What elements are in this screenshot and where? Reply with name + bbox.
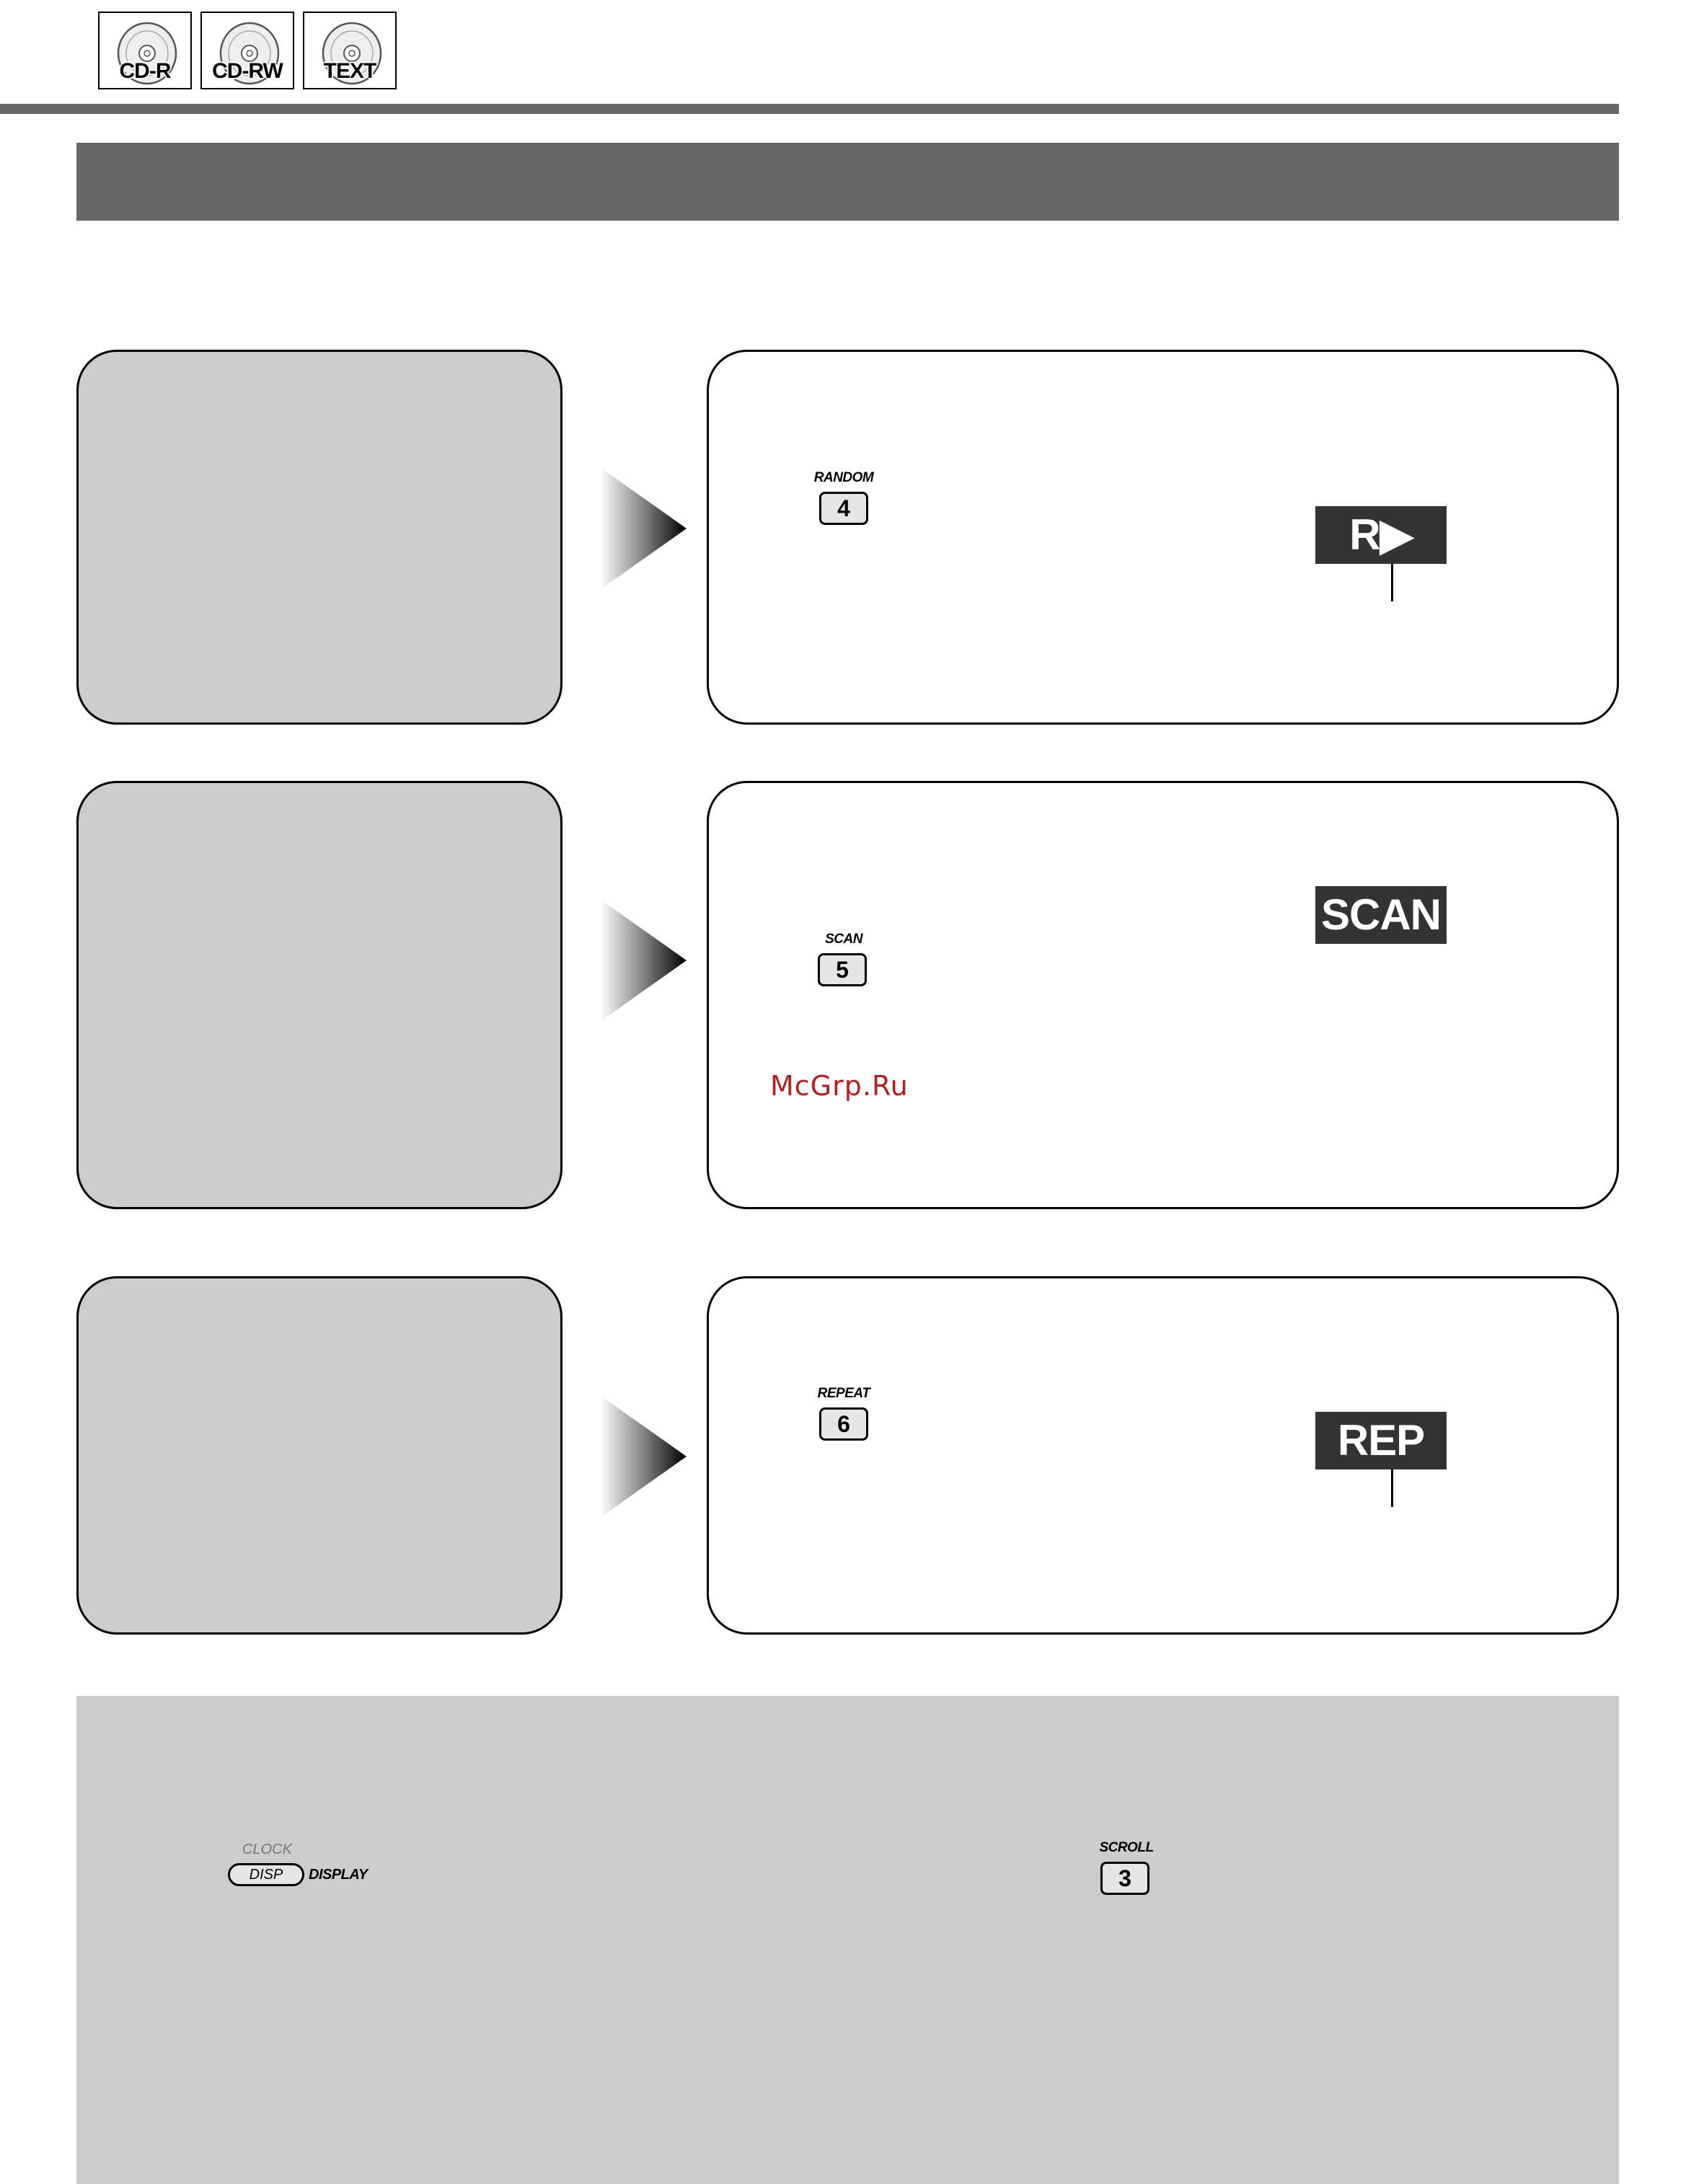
badge-cd-rw [200, 12, 294, 89]
title-bar [76, 143, 1619, 221]
badge-label: CD-R [119, 59, 171, 83]
arrow-right-icon [600, 899, 687, 1022]
badge-label: CD-RW [212, 59, 283, 83]
disp-button[interactable]: DISP [228, 1863, 304, 1886]
indicator-pointer-line [1391, 1469, 1393, 1507]
step1-left-panel [76, 350, 562, 725]
repeat-button[interactable]: 6 [819, 1407, 868, 1441]
scan-display-indicator: SCAN [1315, 886, 1447, 944]
bottom-note-panel [76, 1696, 1619, 2184]
scroll-key-caption: SCROLL [1099, 1840, 1154, 1855]
random-key-caption: RANDOM [813, 470, 874, 485]
step1-right-panel [707, 350, 1619, 725]
random-display-indicator: R▶ [1315, 506, 1447, 564]
repeat-display-indicator: REP [1315, 1412, 1447, 1469]
clock-caption: CLOCK [242, 1842, 292, 1857]
badge-text [303, 12, 397, 89]
badge-label: TEXT [323, 59, 376, 83]
step2-left-panel [76, 781, 562, 1209]
arrow-right-icon [600, 467, 687, 590]
arrow-right-icon [600, 1395, 687, 1518]
repeat-key-caption: REPEAT [817, 1386, 870, 1401]
watermark: McGrp.Ru [770, 1070, 909, 1102]
step3-right-panel [707, 1276, 1619, 1635]
header-rule [0, 104, 1619, 114]
scan-button[interactable]: 5 [818, 953, 867, 986]
scroll-button[interactable]: 3 [1100, 1862, 1149, 1895]
indicator-pointer-line [1391, 564, 1393, 601]
step3-left-panel [76, 1276, 562, 1635]
scan-key-caption: SCAN [825, 932, 862, 947]
display-caption: DISPLAY [309, 1867, 368, 1883]
badge-cd-r [98, 12, 192, 89]
random-button[interactable]: 4 [819, 492, 868, 525]
step2-right-panel [707, 781, 1619, 1209]
